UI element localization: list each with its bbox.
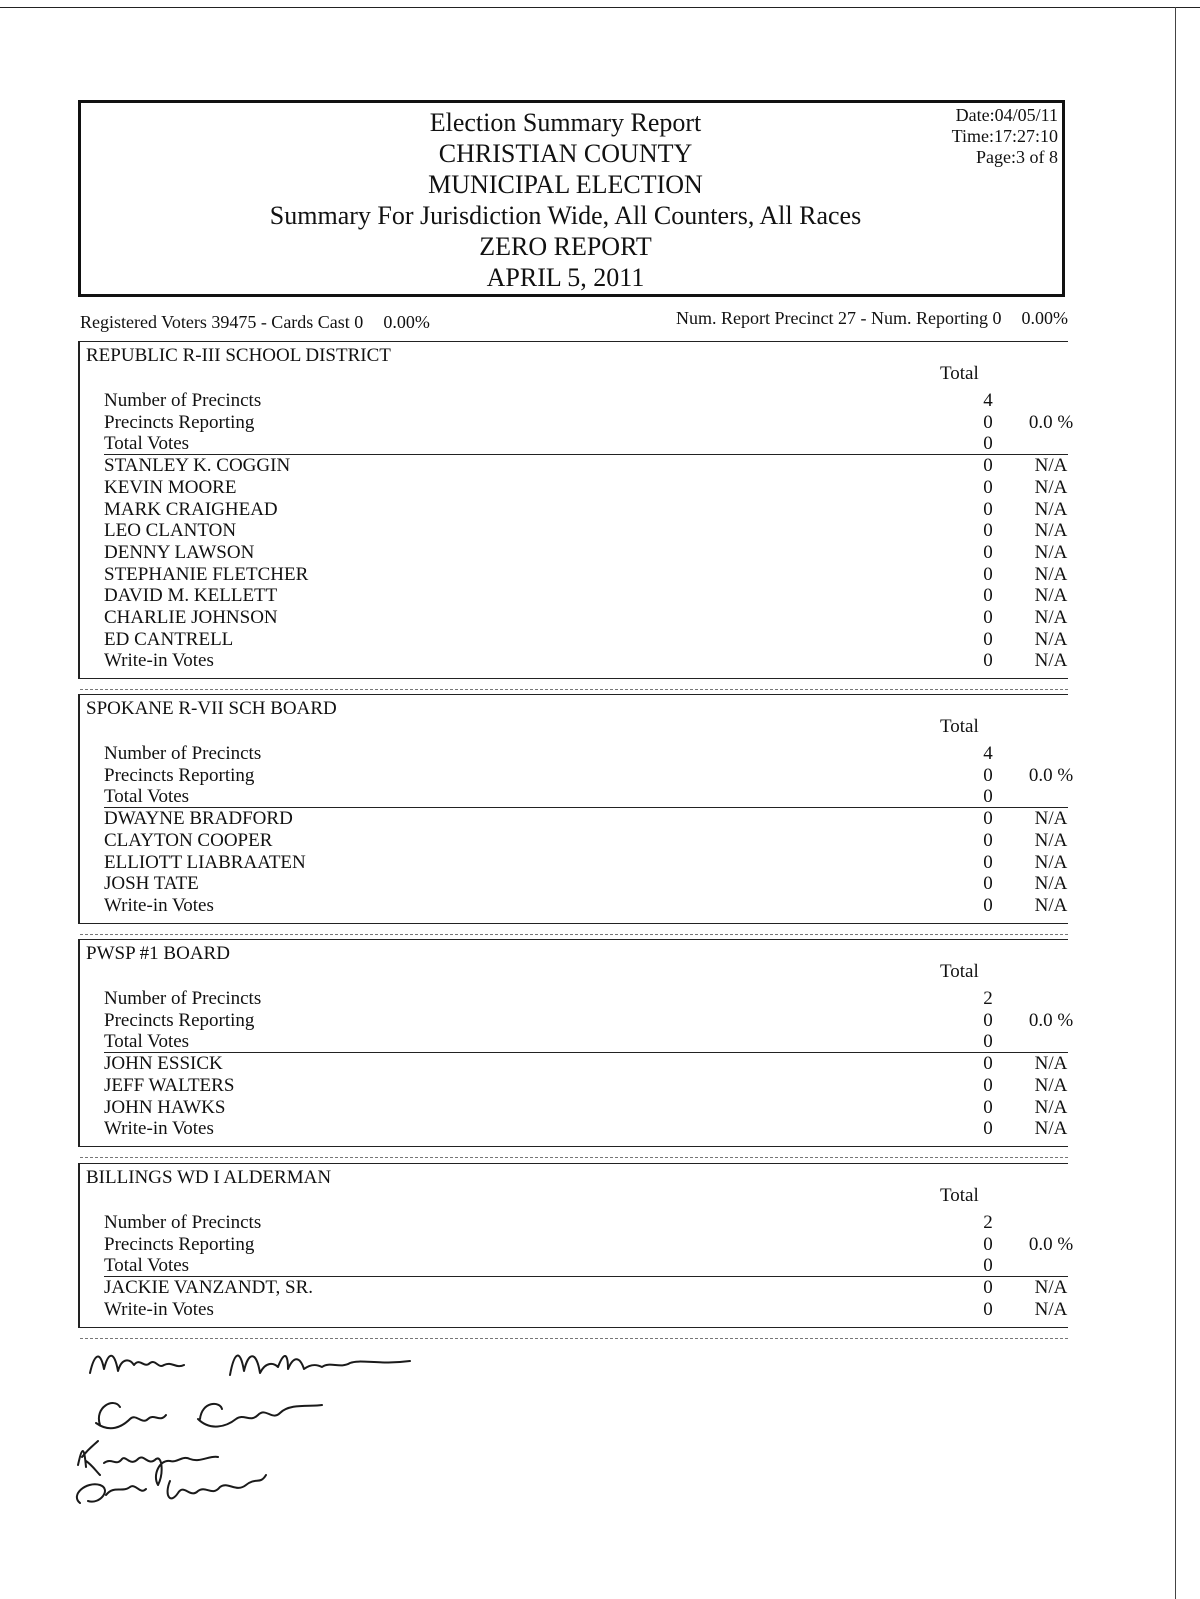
- candidate-row: [104, 585, 1068, 607]
- vote-total: 0: [983, 476, 993, 498]
- vote-percent: N/A: [1034, 563, 1068, 585]
- dashed-divider: [80, 689, 1068, 690]
- summary-row: [104, 743, 1068, 765]
- vote-percent: N/A: [1034, 585, 1068, 607]
- summary-label: Number of Precincts: [104, 988, 262, 1009]
- candidate-row: [104, 542, 1068, 564]
- vote-percent: N/A: [1034, 607, 1068, 628]
- total-column-header: Total: [940, 716, 979, 737]
- candidate-name: LEO CLANTON: [104, 520, 237, 542]
- summary-row: [104, 390, 1068, 412]
- summary-row: [104, 1031, 1068, 1053]
- total-column-header: Total: [940, 1185, 979, 1206]
- report-date: Date:04/05/11: [955, 105, 1058, 125]
- vote-total: 0: [983, 1009, 993, 1031]
- candidate-row: [104, 477, 1068, 499]
- candidate-name: MARK CRAIGHEAD: [104, 498, 278, 520]
- vote-percent: 0.0 %: [1028, 1233, 1074, 1255]
- candidate-row: [104, 520, 1068, 542]
- vote-percent: N/A: [1034, 455, 1068, 477]
- candidate-name: KEVIN MOORE: [104, 476, 237, 498]
- vote-percent: N/A: [1034, 851, 1068, 873]
- candidate-row: [104, 808, 1068, 830]
- race-bottom-rule: [80, 923, 1068, 924]
- summary-label: Precincts Reporting: [104, 1009, 255, 1031]
- report-type: ZERO REPORT: [479, 232, 652, 261]
- report-meta: [952, 105, 1058, 168]
- vote-total: 0: [983, 1255, 993, 1277]
- summary-row: [104, 786, 1068, 808]
- summary-label: Total Votes: [104, 1031, 190, 1053]
- candidate-name: JOHN ESSICK: [104, 1053, 223, 1075]
- signature-area: [60, 1335, 480, 1510]
- summary-scope: Summary For Jurisdiction Wide, All Counters, All Races: [269, 201, 862, 230]
- candidate-name: ELLIOTT LIABRAATEN: [104, 851, 306, 873]
- candidate-row: [104, 499, 1068, 521]
- vote-total: 0: [983, 1074, 993, 1096]
- candidate-row: [104, 1075, 1068, 1097]
- candidate-row: [104, 455, 1068, 477]
- vote-total: 0: [983, 1096, 993, 1118]
- vote-total: 0: [983, 786, 993, 808]
- race-title: SPOKANE R-VII SCH BOARD: [86, 698, 337, 719]
- vote-total: 4: [983, 743, 993, 764]
- dashed-divider: [80, 934, 1068, 935]
- vote-percent: N/A: [1034, 1074, 1068, 1096]
- vote-total: 0: [983, 520, 993, 542]
- report-title-block: [81, 107, 1062, 293]
- summary-row: [104, 1009, 1074, 1032]
- report-header: [78, 100, 1065, 297]
- summary-label: Total Votes: [104, 433, 190, 455]
- race-bottom-rule: [80, 678, 1068, 679]
- candidate-row: [104, 1299, 1068, 1321]
- candidate-name: DENNY LAWSON: [104, 541, 255, 563]
- summary-row: [104, 1212, 1068, 1234]
- vote-percent: N/A: [1034, 1277, 1068, 1299]
- registered-voters-stat: [80, 312, 430, 333]
- vote-percent: N/A: [1034, 1298, 1068, 1320]
- report-page: Page:3 of 8: [976, 147, 1058, 167]
- candidate-name: STANLEY K. COGGIN: [104, 455, 291, 477]
- summary-row: [104, 1233, 1074, 1256]
- summary-label: Total Votes: [104, 786, 190, 808]
- vote-total: 0: [983, 455, 993, 477]
- vote-percent: N/A: [1034, 520, 1068, 542]
- summary-label: Precincts Reporting: [104, 411, 255, 433]
- race-title: REPUBLIC R-III SCHOOL DISTRICT: [86, 345, 391, 366]
- candidate-row: [104, 1118, 1068, 1140]
- candidate-row: [104, 1277, 1068, 1299]
- vote-total: 2: [983, 1212, 993, 1233]
- vote-total: 2: [983, 988, 993, 1009]
- candidate-name: DAVID M. KELLETT: [104, 585, 278, 607]
- vote-total: 0: [983, 541, 993, 563]
- candidate-name: CLAYTON COOPER: [104, 829, 273, 851]
- vote-total: 0: [983, 585, 993, 607]
- vote-percent: N/A: [1034, 1053, 1068, 1075]
- summary-row: [104, 988, 1068, 1010]
- vote-total: 0: [983, 894, 993, 916]
- vote-total: 0: [983, 1053, 993, 1075]
- candidate-name: JEFF WALTERS: [104, 1074, 235, 1096]
- candidate-row: [104, 895, 1068, 917]
- candidate-row: [104, 1097, 1068, 1119]
- summary-row: [104, 764, 1074, 787]
- election-name: MUNICIPAL ELECTION: [428, 170, 703, 199]
- vote-total: 0: [983, 1031, 993, 1053]
- summary-label: Total Votes: [104, 1255, 190, 1277]
- vote-percent: N/A: [1034, 1096, 1068, 1118]
- handwritten-signatures: [60, 1335, 480, 1510]
- candidate-name: JOHN HAWKS: [104, 1096, 226, 1118]
- race-title: PWSP #1 BOARD: [86, 943, 230, 964]
- candidate-name: ED CANTRELL: [104, 628, 234, 650]
- candidate-name: DWAYNE BRADFORD: [104, 808, 293, 830]
- vote-total: 0: [983, 1118, 993, 1140]
- report-time: Time:17:27:10: [951, 126, 1058, 146]
- right-scan-rule: [1175, 7, 1176, 1599]
- precinct-reporting-text: Num. Report Precinct 27 - Num. Reporting 0: [676, 308, 1002, 328]
- race-bottom-rule: [80, 1327, 1068, 1328]
- summary-row: [104, 411, 1074, 434]
- vote-total: 0: [983, 873, 993, 895]
- vote-percent: N/A: [1034, 498, 1068, 520]
- summary-label: Number of Precincts: [104, 390, 262, 411]
- candidate-row: [104, 650, 1068, 672]
- candidate-row: [104, 830, 1068, 852]
- reporting-pct: 0.00%: [1021, 308, 1068, 328]
- summary-label: Number of Precincts: [104, 743, 262, 764]
- vote-percent: N/A: [1034, 808, 1068, 830]
- vote-total: 0: [983, 764, 993, 786]
- candidate-row: [104, 629, 1068, 651]
- candidate-name: CHARLIE JOHNSON: [104, 607, 278, 628]
- candidate-name: Write-in Votes: [104, 1298, 214, 1320]
- race-section: [78, 939, 1074, 1147]
- top-scan-rule: [0, 7, 1200, 8]
- candidate-row: [104, 1053, 1068, 1075]
- vote-percent: N/A: [1034, 1118, 1068, 1140]
- race-section: [78, 694, 1074, 924]
- vote-percent: N/A: [1034, 476, 1068, 498]
- vote-percent: N/A: [1034, 650, 1068, 672]
- vote-total: 4: [983, 390, 993, 411]
- race-title: BILLINGS WD I ALDERMAN: [86, 1167, 332, 1188]
- vote-percent: N/A: [1034, 541, 1068, 563]
- candidate-row: [104, 564, 1068, 586]
- vote-percent: N/A: [1034, 873, 1068, 895]
- election-date: APRIL 5, 2011: [486, 263, 645, 292]
- candidate-name: JOSH TATE: [104, 873, 199, 895]
- summary-label: Number of Precincts: [104, 1212, 262, 1233]
- candidate-name: Write-in Votes: [104, 1118, 214, 1140]
- vote-total: 0: [983, 498, 993, 520]
- vote-total: 0: [983, 851, 993, 873]
- vote-percent: N/A: [1034, 829, 1068, 851]
- summary-label: Precincts Reporting: [104, 1233, 255, 1255]
- candidate-row: [104, 607, 1068, 629]
- vote-percent: N/A: [1034, 628, 1068, 650]
- candidate-name: STEPHANIE FLETCHER: [104, 563, 309, 585]
- dashed-divider: [80, 1157, 1068, 1158]
- vote-percent: 0.0 %: [1028, 764, 1074, 786]
- precinct-reporting-stat: [676, 308, 1068, 329]
- race-bottom-rule: [80, 1146, 1068, 1147]
- vote-total: 0: [983, 1298, 993, 1320]
- vote-total: 0: [983, 650, 993, 672]
- vote-total: 0: [983, 829, 993, 851]
- total-column-header: Total: [940, 961, 979, 982]
- summary-row: [104, 433, 1068, 455]
- vote-total: 0: [983, 1277, 993, 1299]
- race-section: [78, 1163, 1074, 1328]
- summary-row: [104, 1255, 1068, 1277]
- vote-total: 0: [983, 808, 993, 830]
- candidate-row: [104, 852, 1068, 874]
- total-column-header: Total: [940, 363, 979, 384]
- county-name: CHRISTIAN COUNTY: [438, 139, 693, 168]
- vote-total: 0: [983, 1233, 993, 1255]
- vote-percent: 0.0 %: [1028, 1009, 1074, 1031]
- cards-cast-pct: 0.00%: [383, 312, 430, 332]
- candidate-name: Write-in Votes: [104, 894, 214, 916]
- report-title: Election Summary Report: [429, 108, 702, 137]
- vote-total: 0: [983, 411, 993, 433]
- vote-percent: 0.0 %: [1028, 411, 1074, 433]
- candidate-name: Write-in Votes: [104, 650, 214, 672]
- vote-total: 0: [983, 433, 993, 455]
- vote-total: 0: [983, 563, 993, 585]
- race-section: [78, 341, 1074, 679]
- vote-total: 0: [983, 607, 993, 628]
- vote-total: 0: [983, 628, 993, 650]
- summary-label: Precincts Reporting: [104, 764, 255, 786]
- candidate-name: JACKIE VANZANDT, SR.: [104, 1277, 314, 1299]
- registered-voters-text: Registered Voters 39475 - Cards Cast 0: [80, 312, 364, 332]
- candidate-row: [104, 873, 1068, 895]
- vote-percent: N/A: [1034, 894, 1068, 916]
